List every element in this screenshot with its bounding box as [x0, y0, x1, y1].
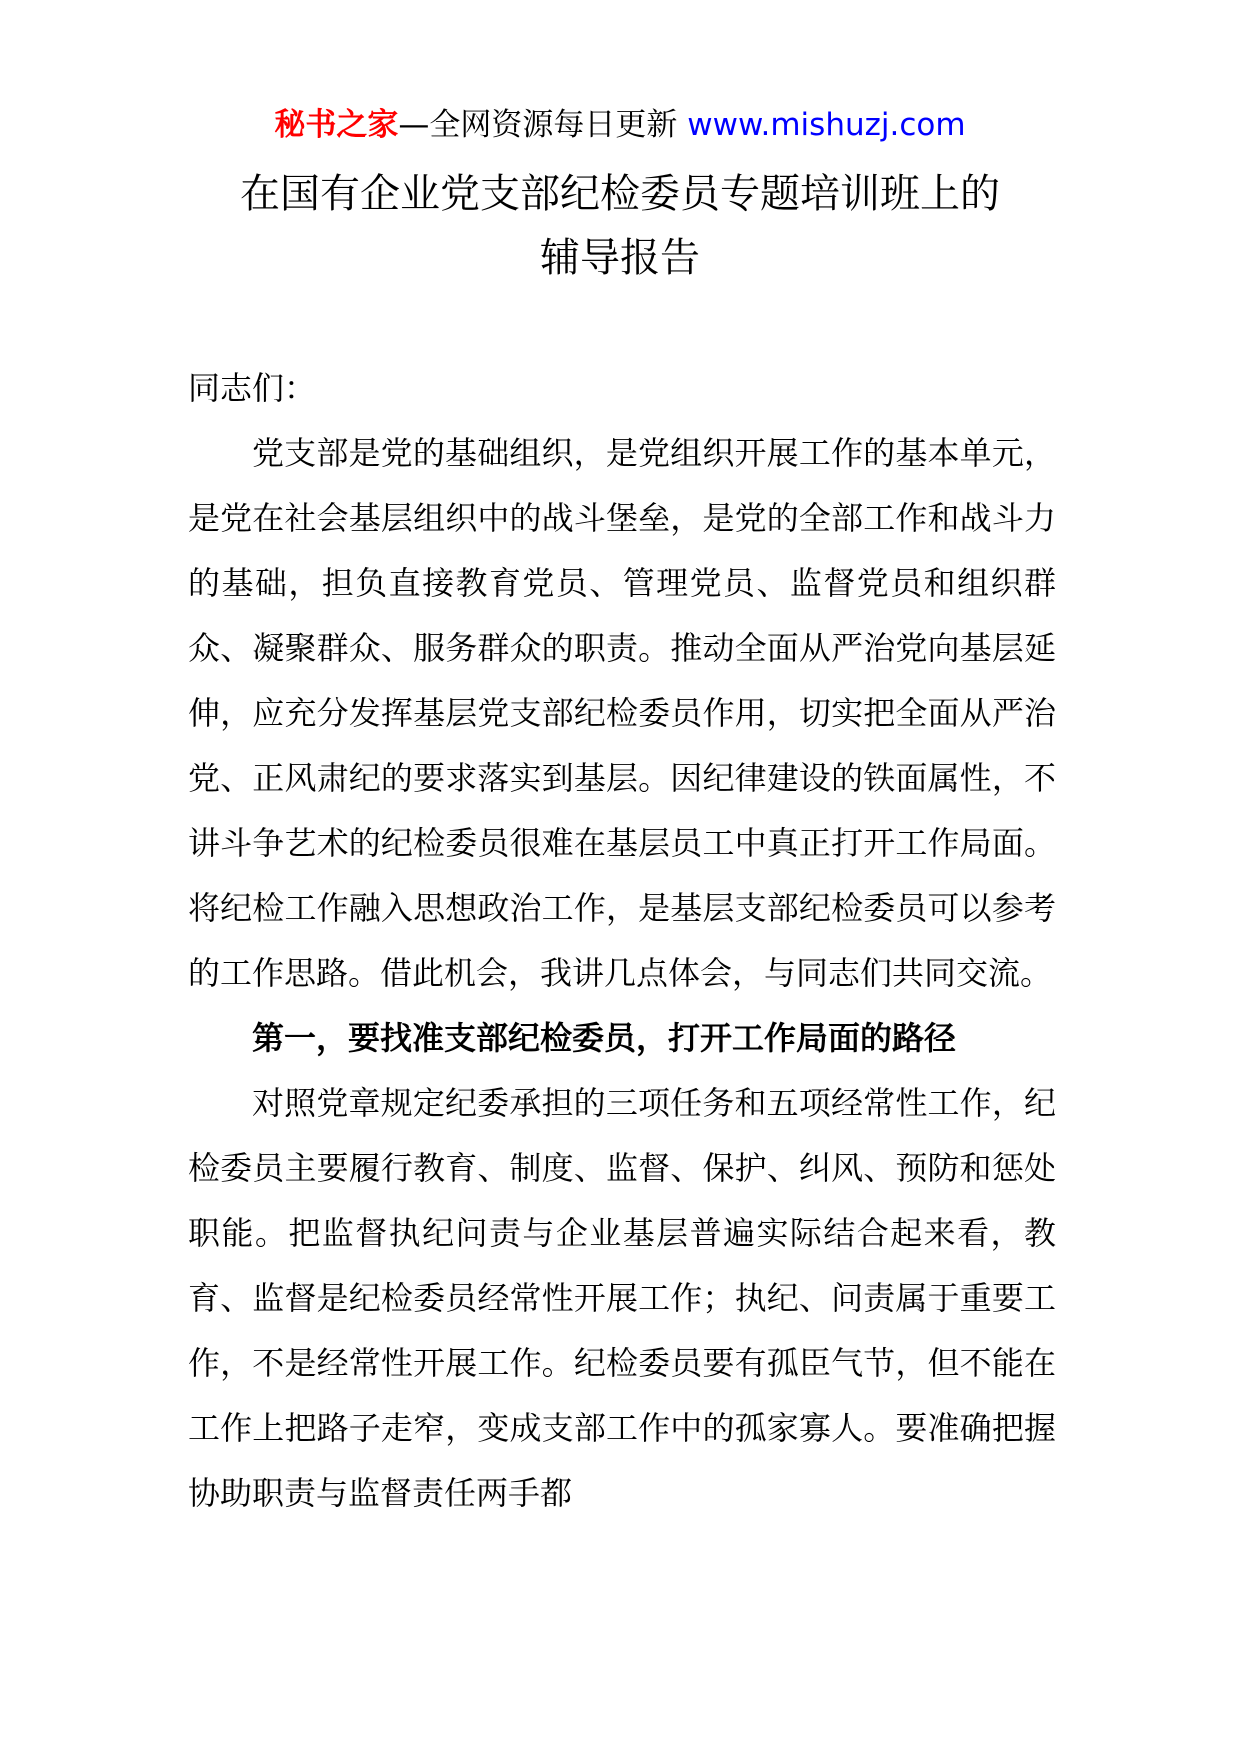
brand-name: 秘书之家 — [274, 107, 399, 143]
document-body — [188, 356, 1056, 1526]
document-title-line-1: 在国有企业党支部纪检委员专题培训班上的 — [240, 171, 1000, 217]
section-heading-1: 第一，要找准支部纪检委员，打开工作局面的路径 — [252, 1019, 957, 1057]
banner-tagline: —全网资源每日更新 — [398, 107, 688, 143]
paragraph-2: 对照党章规定纪委承担的三项任务和五项经常性工作，纪检委员主要履行教育、制度、监督、保护、纠风、预防和惩处职能。把监督执纪问责与企业基层普遍实际结合起来看，教育、监督是纪检委员经常性开展工作；执纪、问责属于重要工作，不是经常性开展工作。纪检委员要有孤臣气节，但不能在工作上把路子走窄，变成支部工作中的孤家寡人。要准确把握协助职责与监督责任两手都 — [188, 1084, 1056, 1512]
document-title-line-2: 辅导报告 — [540, 235, 700, 281]
salutation: 同志们： — [188, 369, 317, 407]
paragraph-1: 党支部是党的基础组织，是党组织开展工作的基本单元，是党在社会基层组织中的战斗堡垒，是党的全部工作和战斗力的基础，担负直接教育党员、管理党员、监督党员和组织群众、凝聚群众、服务群众的职责。推动全面从严治党向基层延伸，应充分发挥基层党支部纪检委员作用，切实把全面从严治党、正风肃纪的要求落实到基层。因纪律建设的铁面属性，不讲斗争艺术的纪检委员很难在基层员工中真正打开工作局面。将纪检工作融入思想政治工作，是基层支部纪检委员可以参考的工作思路。借此机会，我讲几点体会，与同志们共同交流。 — [188, 434, 1056, 992]
site-url: www.mishuzj.com — [687, 107, 966, 143]
site-banner — [0, 100, 1240, 150]
